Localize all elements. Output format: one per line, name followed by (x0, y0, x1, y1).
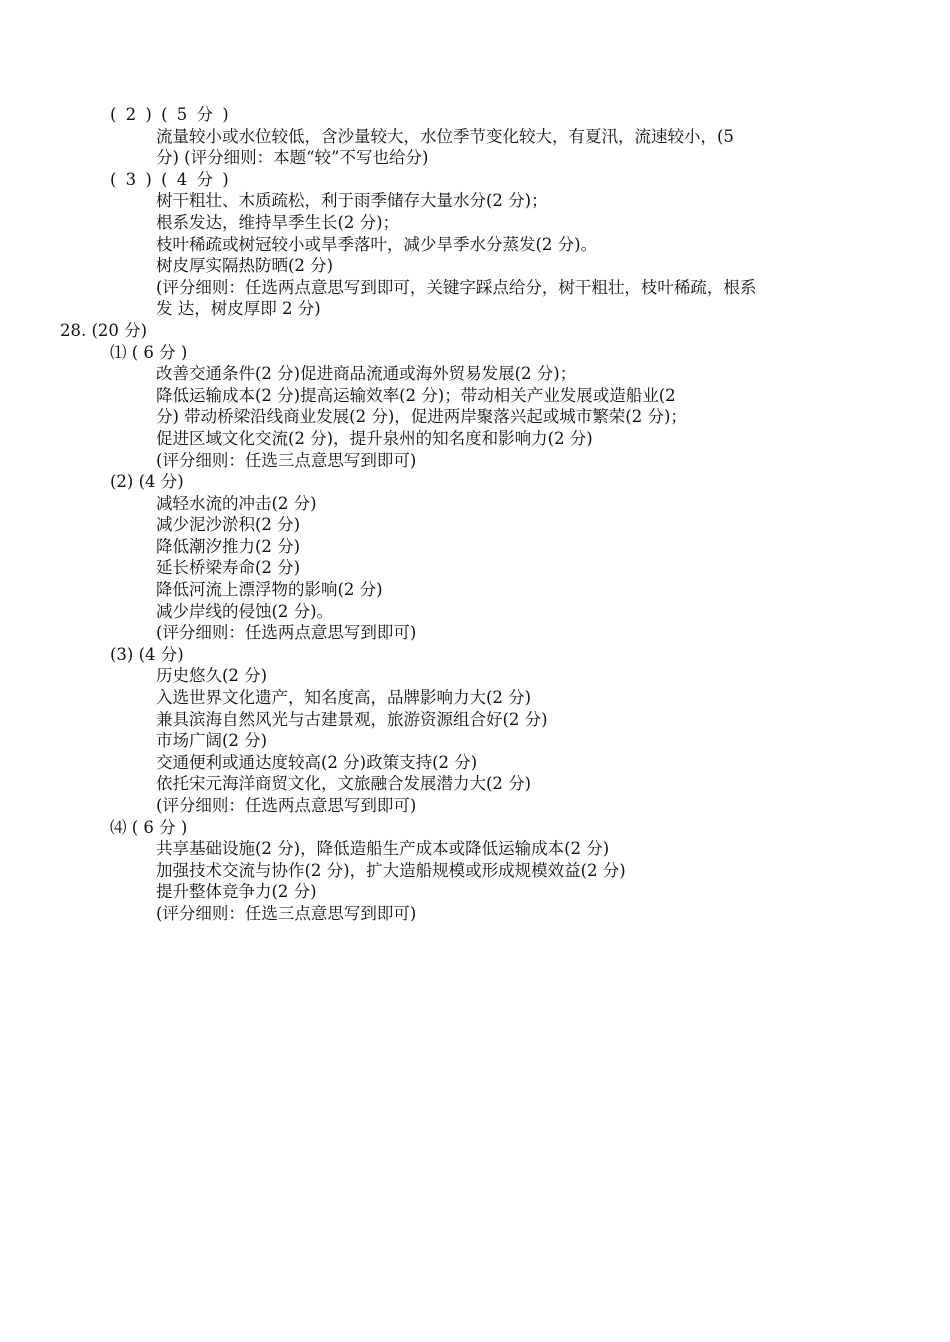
answer-line: 减轻水流的冲击(2 分) (156, 493, 317, 513)
scoring-note: (评分细则：任选两点意思写到即可，关键字踩点给分，树干粗壮，枝叶稀疏，根系 (156, 277, 757, 297)
scoring-note: (评分细则：任选三点意思写到即可) (156, 450, 417, 470)
sub-question-header: ( 3 ) ( 4 分 ) (110, 169, 231, 189)
question-number: 28. (20 分) (60, 320, 148, 340)
answer-line: 加强技术交流与协作(2 分)，扩大造船规模或形成规模效益(2 分) (156, 860, 626, 880)
answer-line: 分) 带动桥梁沿线商业发展(2 分)，促进两岸聚落兴起或城市繁荣(2 分)； (156, 407, 687, 427)
answer-line: 历史悠久(2 分) (156, 666, 268, 686)
sub-question-header: ( 2 ) ( 5 分 ) (110, 105, 231, 124)
answer-line: 流量较小或水位较低，含沙量较大，水位季节变化较大，有夏汛，流速较小，(5 (156, 126, 734, 146)
scoring-note: (评分细则：任选两点意思写到即可) (156, 623, 417, 643)
answer-line: 延长桥梁寿命(2 分) (156, 558, 301, 578)
answer-line: 入选世界文化遗产，知名度高，品牌影响力大(2 分) (156, 688, 532, 708)
scoring-note: (评分细则：任选三点意思写到即可) (156, 903, 417, 923)
answer-line: 树干粗壮、木质疏松，利于雨季储存大量水分(2 分)； (156, 191, 548, 211)
answer-line: 交通便利或通达度较高(2 分)政策支持(2 分) (156, 752, 478, 772)
answer-line: 根系发达，维持旱季生长(2 分)； (156, 212, 400, 232)
sub-question-header: ⑴ ( 6 分 ) (110, 342, 188, 362)
answer-line: 降低河流上漂浮物的影响(2 分) (156, 580, 383, 600)
answer-line: 兼具滨海自然风光与古建景观，旅游资源组合好(2 分) (156, 709, 548, 729)
answer-line: 市场广阔(2 分) (156, 731, 268, 751)
answer-line: 改善交通条件(2 分)促进商品流通或海外贸易发展(2 分)； (156, 364, 577, 384)
answer-key-document (0, 104, 950, 925)
answer-line: 减少岸线的侵蚀(2 分)。 (156, 601, 334, 621)
answer-line: 依托宋元海洋商贸文化，文旅融合发展潜力大(2 分) (156, 774, 532, 794)
scoring-note: (评分细则：任选两点意思写到即可) (156, 796, 417, 815)
answer-line: 降低潮汐推力(2 分) (156, 536, 301, 556)
answer-line: 树皮厚实隔热防晒(2 分) (156, 256, 334, 276)
sub-question-header: (2) (4 分) (110, 472, 184, 492)
scoring-note: 分) (评分细则：本题“较”不写也给分) (156, 148, 429, 168)
answer-line: 减少泥沙淤积(2 分) (156, 515, 301, 535)
answer-line: 枝叶稀疏或树冠较小或旱季落叶，减少旱季水分蒸发(2 分)。 (156, 234, 598, 254)
answer-line: 促进区域文化交流(2 分)，提升泉州的知名度和影响力(2 分) (156, 428, 593, 448)
sub-question-header: ⑷ ( 6 分 ) (110, 817, 188, 837)
answer-line: 降低运输成本(2 分)提高运输效率(2 分)；带动相关产业发展或造船业(2 (156, 385, 676, 405)
sub-question-header: (3) (4 分) (110, 644, 184, 664)
scoring-note: 发 达，树皮厚即 2 分) (156, 299, 321, 319)
answer-line: 提升整体竞争力(2 分) (156, 882, 317, 902)
answer-line: 共享基础设施(2 分)，降低造船生产成本或降低运输成本(2 分) (156, 839, 610, 859)
